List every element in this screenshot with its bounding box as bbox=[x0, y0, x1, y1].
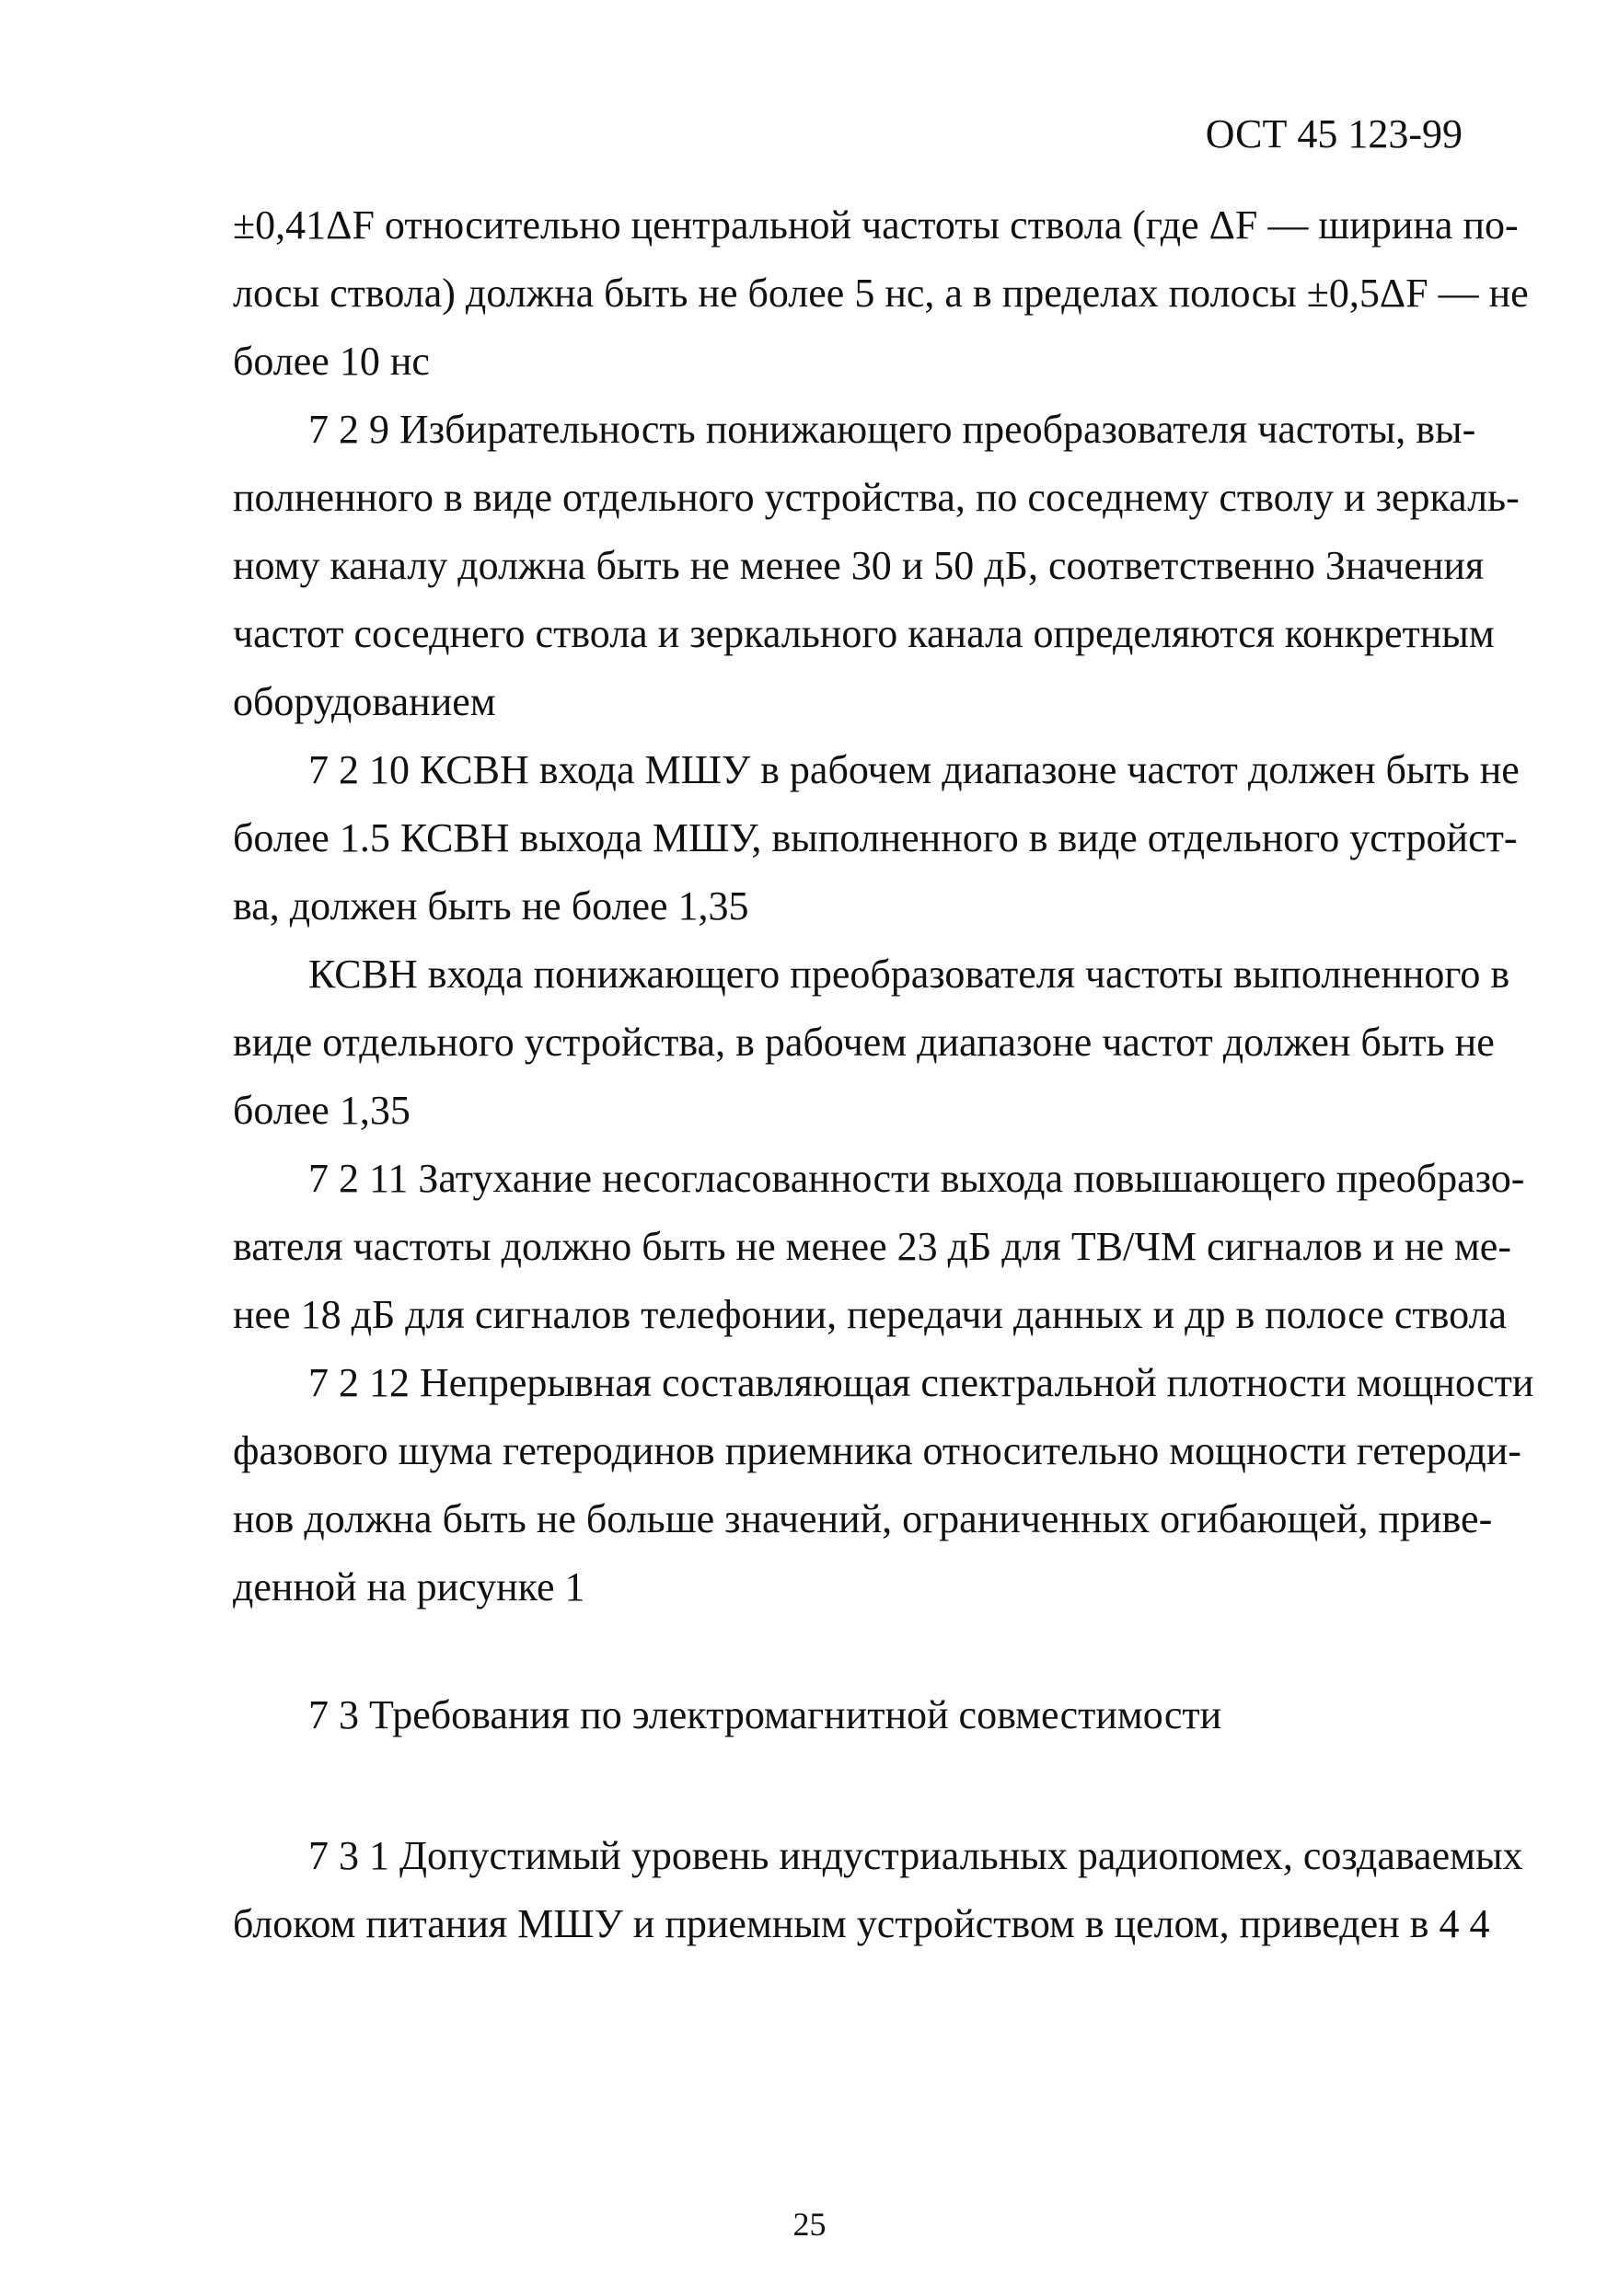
text-line: 7 2 9 Избирательность понижающего преобразователя частоты, вы- bbox=[308, 407, 1476, 452]
paragraph-tolerance bbox=[233, 191, 1529, 396]
section-heading: 7 3 Требования по электромагнитной совместимости bbox=[308, 1692, 1222, 1737]
text-line: ва, должен быть не более 1,35 bbox=[233, 883, 749, 929]
text-line: лосы ствола) должна быть не более 5 нс, а в пределах полосы ±0,5ΔF — не bbox=[233, 271, 1529, 316]
text-line: 7 3 1 Допустимый уровень индустриальных радиопомех, создаваемых bbox=[308, 1833, 1523, 1878]
text-line: нов должна быть не больше значений, ограниченных огибающей, приве- bbox=[233, 1496, 1493, 1541]
text-line: оборудованием bbox=[233, 679, 496, 724]
text-line: частот соседнего ствола и зеркального канала определяются конкретным bbox=[233, 611, 1495, 656]
text-line: денной на рисунке 1 bbox=[233, 1564, 585, 1610]
text-line: КСВН входа понижающего преобразователя частоты выполненного в bbox=[308, 952, 1510, 997]
paragraph-7-2-12 bbox=[233, 1349, 1534, 1621]
text-line: более 1.5 КСВН выхода МШУ, выполненного в виде отдельного устройст- bbox=[233, 815, 1518, 860]
text-line: 7 2 10 КСВН входа МШУ в рабочем диапазоне частот должен быть не bbox=[308, 747, 1520, 792]
paragraph-7-2-9 bbox=[233, 396, 1520, 736]
paragraph-7-3-1 bbox=[233, 1822, 1523, 1958]
paragraph-7-2-10 bbox=[233, 736, 1520, 940]
text-line: ±0,41ΔF относительно центральной частоты ствола (где ΔF — ширина по- bbox=[233, 202, 1519, 248]
paragraph-ksvn-converter bbox=[233, 940, 1510, 1145]
text-line: более 1,35 bbox=[233, 1088, 411, 1133]
text-line: фазового шума гетеродинов приемника относительно мощности гетероди- bbox=[233, 1428, 1521, 1473]
text-line: вателя частоты должно быть не менее 23 дБ для ТВ/ЧМ сигналов и не ме- bbox=[233, 1224, 1511, 1269]
text-line: полненного в виде отдельного устройства, по соседнему стволу и зеркаль- bbox=[233, 475, 1520, 520]
text-line: ному каналу должна быть не менее 30 и 50 дБ, соответственно Значения bbox=[233, 543, 1485, 588]
text-line: 7 2 12 Непрерывная составляющая спектральной плотности мощности bbox=[308, 1360, 1534, 1405]
text-line: виде отдельного устройства, в рабочем диапазоне частот должен быть не bbox=[233, 1020, 1495, 1065]
paragraph-7-2-11 bbox=[233, 1145, 1525, 1349]
text-line: 7 2 11 Затухание несогласованности выхода повышающего преобразо- bbox=[308, 1156, 1525, 1201]
document-code: ОСТ 45 123-99 bbox=[1205, 111, 1463, 156]
text-line: блоком питания МШУ и приемным устройством в целом, приведен в 4 4 bbox=[233, 1901, 1490, 1946]
page-number: 25 bbox=[792, 2206, 827, 2243]
text-line: более 10 нс bbox=[233, 339, 430, 384]
text-line: нее 18 дБ для сигналов телефонии, передачи данных и др в полосе ствола bbox=[233, 1292, 1507, 1337]
